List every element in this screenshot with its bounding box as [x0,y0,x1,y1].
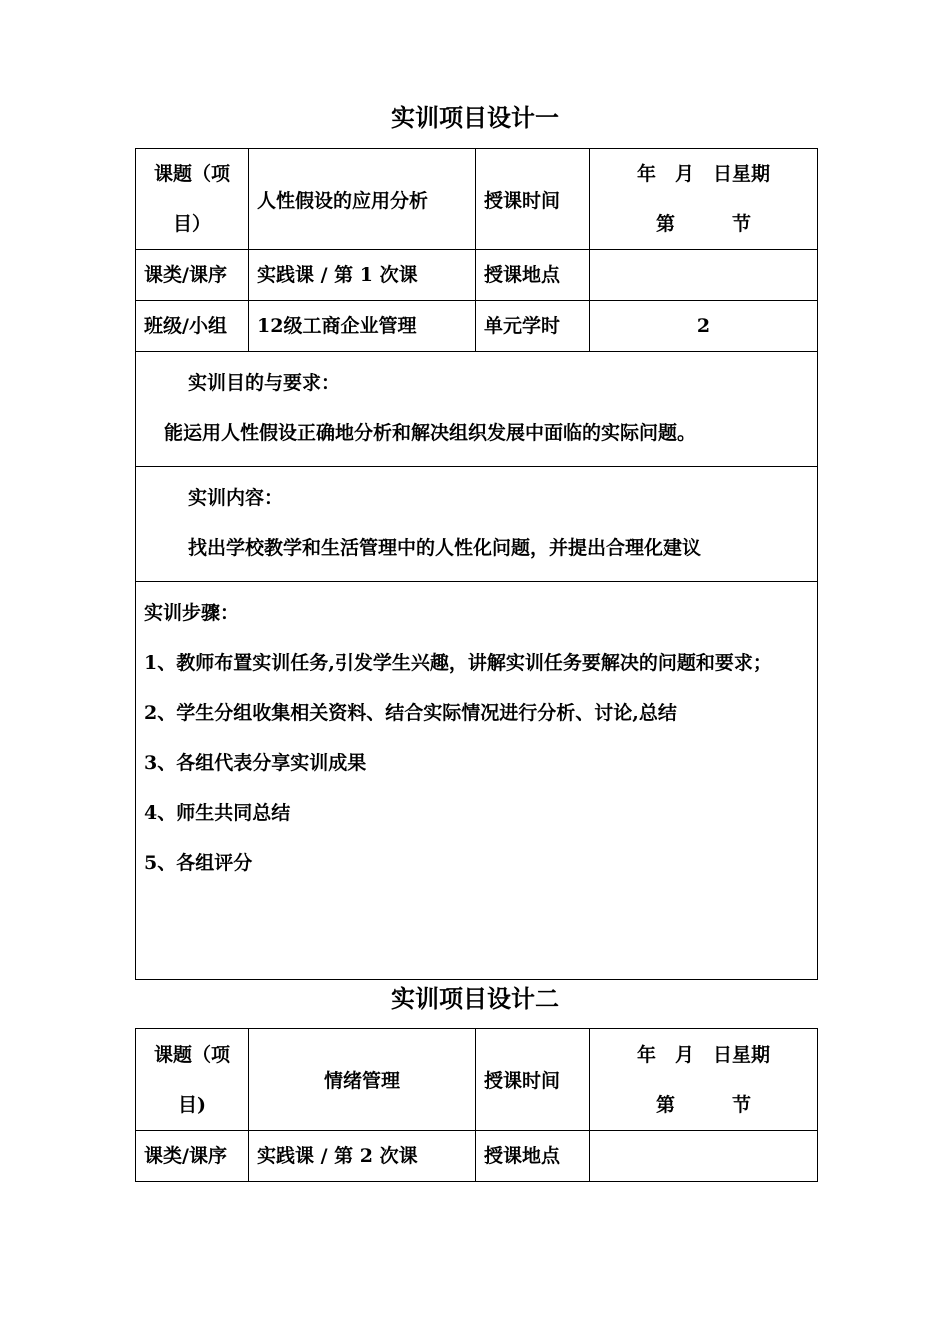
time-period-line: 第 节 [655,213,751,235]
step-item: 2、学生分组收集相关资料、结合实际情况进行分析、讨论,总结 [144,702,677,724]
section2-title: 实训项目设计二 [391,984,559,1013]
goal-block [136,352,818,467]
goal-text: 能运用人性假设正确地分析和解决组织发展中面临的实际问题。 [164,422,697,444]
place-value [590,250,818,301]
place-label: 授课地点 [476,1131,590,1182]
type-value: 实践课 / 第 2 次课 [249,1131,476,1182]
class-label: 班级/小组 [136,301,249,352]
content-text: 找出学校教学和生活管理中的人性化问题，并提出合理化建议 [188,537,702,559]
section1-form-table [135,148,818,980]
topic-label: 课题（项目) [136,1029,249,1131]
time-date-line: 年 月 日星期 [636,163,770,185]
step-item: 1、教师布置实训任务,引发学生兴趣，讲解实训任务要解决的问题和要求； [144,652,772,674]
step-item: 3、各组代表分享实训成果 [144,752,367,774]
time-date-line: 年 月 日星期 [636,1043,770,1066]
class-value: 12级工商企业管理 [249,301,476,352]
place-value [590,1131,818,1182]
topic-label: 课题（项目） [136,149,249,250]
type-label: 课类/课序 [136,250,249,301]
topic-value: 人性假设的应用分析 [249,149,476,250]
time-label: 授课时间 [476,149,590,250]
section2-form-table [135,1028,818,1182]
time-period-line: 第 节 [655,1093,751,1116]
content-block [136,467,818,582]
time-value [590,149,818,250]
steps-heading: 实训步骤： [144,602,240,624]
steps-block [136,582,818,980]
place-label: 授课地点 [476,250,590,301]
topic-value: 情绪管理 [249,1029,476,1131]
section1-title: 实训项目设计一 [391,103,559,132]
step-item: 4、师生共同总结 [144,802,291,824]
goal-heading: 实训目的与要求： [188,372,341,394]
step-item: 5、各组评分 [144,852,253,874]
hours-value: 2 [590,301,818,352]
time-value [590,1029,818,1131]
type-value: 实践课 / 第 1 次课 [249,250,476,301]
type-label: 课类/课序 [136,1131,249,1182]
content-heading: 实训内容： [188,487,284,509]
time-label: 授课时间 [476,1029,590,1131]
hours-label: 单元学时 [476,301,590,352]
